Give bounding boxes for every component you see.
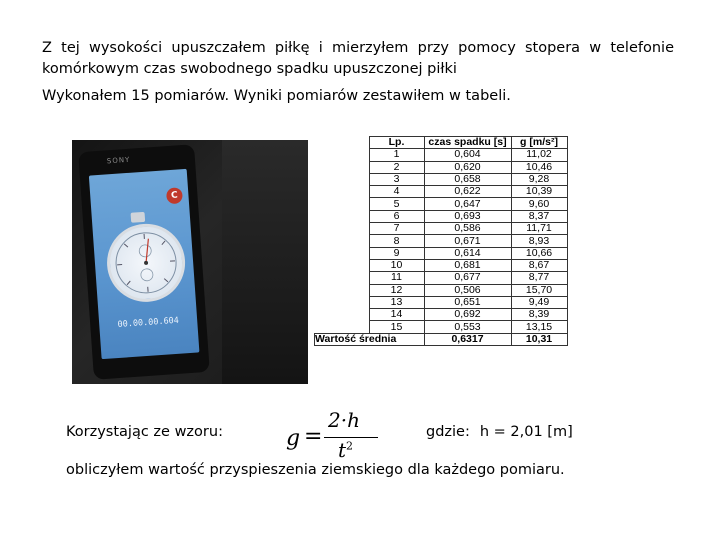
- stopwatch-crown: [131, 212, 146, 223]
- cell-time: 0,604: [424, 149, 511, 161]
- table-empty-cell: [315, 149, 370, 161]
- table-empty-cell: [315, 272, 370, 284]
- phone-photo: [72, 140, 308, 384]
- where-value: h = 2,01 [m]: [479, 424, 573, 440]
- table-row: [315, 235, 568, 247]
- table-empty-cell: [315, 247, 370, 259]
- cell-g: 11,02: [511, 149, 567, 161]
- average-label: Wartość średnia: [315, 333, 425, 345]
- table-header-row: [315, 137, 568, 149]
- cell-lp: 4: [369, 186, 424, 198]
- cell-lp: 7: [369, 223, 424, 235]
- cell-g: 8,39: [511, 309, 567, 321]
- cell-lp: 12: [369, 284, 424, 296]
- cell-g: 8,67: [511, 259, 567, 271]
- table-empty-cell: [315, 309, 370, 321]
- cell-time: 0,651: [424, 296, 511, 308]
- cell-g: 9,28: [511, 173, 567, 185]
- table-empty-cell: [315, 259, 370, 271]
- table-row: [315, 296, 568, 308]
- phone: [78, 144, 210, 380]
- intro-text: [42, 38, 674, 107]
- formula-numerator: 2·h: [328, 408, 360, 432]
- cell-lp: 2: [369, 161, 424, 173]
- average-time: 0,6317: [424, 333, 511, 345]
- cell-time: 0,620: [424, 161, 511, 173]
- table-row: [315, 259, 568, 271]
- table-row: [315, 223, 568, 235]
- col-header-lp: Lp.: [369, 137, 424, 149]
- average-g: 10,31: [511, 333, 567, 345]
- cell-time: 0,692: [424, 309, 511, 321]
- table-row: [315, 247, 568, 259]
- cell-g: 10,66: [511, 247, 567, 259]
- cell-lp: 3: [369, 173, 424, 185]
- cell-g: 8,37: [511, 210, 567, 222]
- cell-g: 15,70: [511, 284, 567, 296]
- table-row: [315, 284, 568, 296]
- formula-exponent: 2: [346, 439, 354, 453]
- formula-equals: =: [304, 424, 323, 449]
- cell-time: 0,677: [424, 272, 511, 284]
- table-empty-cell: [315, 284, 370, 296]
- photo-background: [222, 140, 308, 384]
- cell-g: 11,71: [511, 223, 567, 235]
- cell-g: 8,93: [511, 235, 567, 247]
- col-header-time: czas spadku [s]: [424, 137, 511, 149]
- intro-line-2: komórkowym czas swobodnego spadku upuszczonej piłki: [42, 61, 457, 77]
- table-empty-cell: [315, 137, 370, 149]
- formula-denominator-base: t: [338, 438, 347, 462]
- table-empty-cell: [315, 161, 370, 173]
- cell-lp: 14: [369, 309, 424, 321]
- col-header-g: g [m/s²]: [511, 137, 567, 149]
- formula-label: Korzystając ze wzoru:: [66, 424, 223, 440]
- stopwatch-display: 00.00.00.604: [117, 315, 180, 330]
- table-row: [315, 173, 568, 185]
- table-empty-cell: [315, 173, 370, 185]
- cell-time: 0,553: [424, 321, 511, 333]
- formula-denominator: [338, 438, 353, 462]
- table-empty-cell: [315, 296, 370, 308]
- cell-g: 9,60: [511, 198, 567, 210]
- table-empty-cell: [315, 235, 370, 247]
- cell-time: 0,647: [424, 198, 511, 210]
- cell-time: 0,586: [424, 223, 511, 235]
- table-row: [315, 272, 568, 284]
- table-row: [315, 321, 568, 333]
- table-empty-cell: [315, 198, 370, 210]
- cell-g: 9,49: [511, 296, 567, 308]
- conclusion-text: obliczyłem wartość przyspieszenia ziemskiego dla każdego pomiaru.: [66, 462, 565, 478]
- intro-line-1: Z tej wysokości upuszczałem piłkę i mierzyłem przy pomocy stopera w telefonie: [42, 40, 674, 56]
- cell-lp: 5: [369, 198, 424, 210]
- cell-lp: 10: [369, 259, 424, 271]
- cell-time: 0,506: [424, 284, 511, 296]
- cell-lp: 15: [369, 321, 424, 333]
- cell-lp: 13: [369, 296, 424, 308]
- cell-g: 10,46: [511, 161, 567, 173]
- cell-lp: 6: [369, 210, 424, 222]
- phone-screen: [89, 169, 200, 359]
- cell-time: 0,658: [424, 173, 511, 185]
- where-text: [426, 424, 573, 440]
- table-empty-cell: [315, 223, 370, 235]
- cell-lp: 8: [369, 235, 424, 247]
- cell-time: 0,693: [424, 210, 511, 222]
- table-row: [315, 198, 568, 210]
- cell-lp: 9: [369, 247, 424, 259]
- table-row: [315, 149, 568, 161]
- where-label: gdzie:: [426, 424, 470, 440]
- cell-lp: 1: [369, 149, 424, 161]
- stopwatch-c-button: C: [166, 187, 183, 204]
- table-empty-cell: [315, 186, 370, 198]
- table-empty-cell: [315, 210, 370, 222]
- cell-lp: 11: [369, 272, 424, 284]
- cell-time: 0,681: [424, 259, 511, 271]
- results-table: [314, 136, 568, 346]
- stopwatch-icon: [104, 221, 187, 304]
- formula-lhs: g: [286, 426, 301, 451]
- cell-time: 0,614: [424, 247, 511, 259]
- cell-g: 8,77: [511, 272, 567, 284]
- table-row: [315, 210, 568, 222]
- table-average-row: [315, 333, 568, 345]
- table-row: [315, 161, 568, 173]
- phone-brand: SONY: [106, 155, 131, 166]
- cell-time: 0,622: [424, 186, 511, 198]
- cell-time: 0,671: [424, 235, 511, 247]
- table-row: [315, 186, 568, 198]
- cell-g: 10,39: [511, 186, 567, 198]
- table-row: [315, 309, 568, 321]
- intro-line-3: Wykonałem 15 pomiarów. Wyniki pomiarów zestawiłem w tabeli.: [42, 88, 511, 104]
- table-empty-cell: [315, 321, 370, 333]
- cell-g: 13,15: [511, 321, 567, 333]
- table-body: [315, 149, 568, 333]
